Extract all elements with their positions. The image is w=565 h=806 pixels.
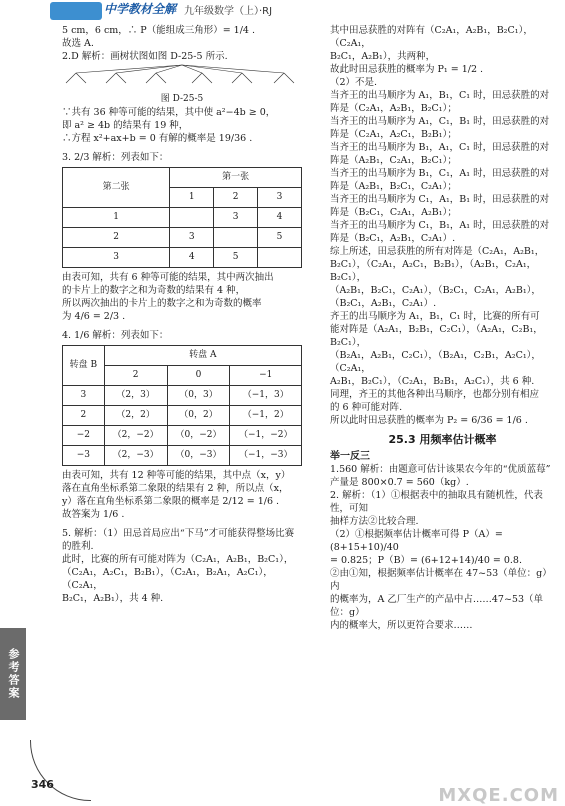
text-line: 此时，比赛的所有可能对阵为（C₂A₁，A₂B₁，B₂C₁）， <box>62 554 294 565</box>
table-col-header: 2 <box>104 366 167 386</box>
answer-section-tab: 参考答案 <box>0 628 26 720</box>
watermark: MXQE.COM <box>438 785 559 806</box>
text-line: B₂C₁，A₂B₁），共两种， <box>330 51 436 62</box>
table-cell: （0，3） <box>167 386 230 406</box>
text-line: 所以两次抽出的卡片上的数字之和为奇数的概率 <box>62 298 262 309</box>
table-cell: （−1，2） <box>230 406 302 426</box>
text-line: 1.560 解析：由题意可估计该果农今年的“优质蓝莓” <box>330 464 551 475</box>
table-cell: 4 <box>170 248 214 268</box>
table-row <box>63 406 302 426</box>
table-row <box>63 208 302 228</box>
table-cell: −3 <box>63 446 105 466</box>
q2-head: 2.D 解析：画树状图如图 D-25-5 所示. <box>62 51 228 62</box>
text-line: 的 6 种可能对阵. <box>330 402 403 413</box>
text-line: 阵是（B₂C₁，C₂A₁，A₂B₁）； <box>330 207 457 218</box>
tree-diagram <box>62 63 302 89</box>
text-line: 由表可知，共有 12 种等可能的结果，其中点（x，y） <box>62 470 291 481</box>
text-line: y）落在直角坐标系第二象限的概率是 2/12 = 1/6 . <box>62 496 280 507</box>
left-column <box>62 24 302 605</box>
table-cell: 2 <box>63 228 170 248</box>
table-cell <box>258 248 302 268</box>
table-cell: 3 <box>170 228 214 248</box>
table-cell: （0，−2） <box>167 426 230 446</box>
section-title: 25.3 用频率估计概率 <box>388 433 497 446</box>
text-line: 阵是（A₂B₁，B₂C₁，C₂A₁）； <box>330 181 457 192</box>
q3-table <box>62 167 302 268</box>
text-line: 故此时田忌获胜的概率为 P₁ = 1/2 . <box>330 64 484 75</box>
table-cell: （0，−3） <box>167 446 230 466</box>
text-line: 当齐王的出马顺序为 C₁，A₁，B₁ 时，田忌获胜的对 <box>330 194 550 205</box>
table-col-header: 0 <box>167 366 230 386</box>
text-line: 落在直角坐标系第二象限的结果有 2 种，所以点（x， <box>62 483 289 494</box>
text-line: 的概率为，A 乙厂生产的产品中占……47~53（单位：g） <box>330 594 544 618</box>
text-line: B₂C₁），（C₂A₁，A₂C₁，B₂B₁），（A₂B₁，C₂A₁，B₂C₁）， <box>330 259 537 283</box>
table-cell <box>170 208 214 228</box>
text-line: 当齐王的出马顺序为 B₁，C₁，A₁ 时，田忌获胜的对 <box>330 168 550 179</box>
text-line: 5 cm，6 cm，∴ P（能组成三角形）= 1/4 . <box>62 25 256 36</box>
book-title: 中学教材全解 <box>104 2 177 16</box>
table-row <box>63 386 302 406</box>
table-row <box>63 248 302 268</box>
text-line: ∴方程 x²+ax+b = 0 有解的概率是 19/36 . <box>62 133 253 144</box>
table-cell: 3 <box>63 386 105 406</box>
table-cell: 1 <box>63 208 170 228</box>
text-line: 能对阵是（A₂A₁，B₂B₁，C₂C₁），（A₂A₁，C₂B₁，B₂C₁）， <box>330 324 543 348</box>
text-line: 阵是（A₂B₁，C₂A₁，B₂C₁）； <box>330 155 457 166</box>
text-line: ②由①知，根据频率估计概率在 47~53（单位：g）内 <box>330 568 552 592</box>
table-cell: （2，2） <box>104 406 167 426</box>
text-line: 抽样方法②比较合理. <box>330 516 419 527</box>
table-cell: （−1，−3） <box>230 446 302 466</box>
text-line: 内的概率大，所以更符合要求…… <box>330 620 473 631</box>
table-cell: 3 <box>63 248 170 268</box>
text-line: 的卡片上的数字之和为奇数的结果有 4 种， <box>62 285 246 296</box>
text-line: （C₂A₁，A₂C₁，B₂B₁），（C₂A₁，B₂A₁，A₂C₁），（C₂A₁， <box>62 567 273 591</box>
table-top-header: 第一张 <box>170 168 302 188</box>
table-cell: 3 <box>214 208 258 228</box>
table-col-header: 2 <box>214 188 258 208</box>
q3-head: 3. 2/3 解析：列表如下： <box>62 152 169 163</box>
table-cell: 4 <box>258 208 302 228</box>
text-line: 当齐王的出马顺序为 C₁，B₁，A₁ 时，田忌获胜的对 <box>330 220 550 231</box>
text-line: A₂B₁，B₂C₁），（C₂A₁，B₂B₁，A₂C₁），共 6 种. <box>330 376 535 387</box>
q4-table <box>62 345 302 466</box>
table-row <box>63 228 302 248</box>
table-cell <box>214 228 258 248</box>
table-cell: −2 <box>63 426 105 446</box>
text-line: 故选 A. <box>62 38 94 49</box>
page-number: 346 <box>31 778 54 791</box>
text-line: 即 a² ≥ 4b 的结果有 19 种， <box>62 120 189 131</box>
book-subtitle: 九年级数学（上）·RJ <box>184 6 273 17</box>
table-cell: （−1，−2） <box>230 426 302 446</box>
text-line: 当齐王的出马顺序为 A₁，C₁，B₁ 时，田忌获胜的对 <box>330 116 550 127</box>
text-line: 故答案为 1/6 . <box>62 509 125 520</box>
page-header <box>0 0 565 22</box>
text-line: 由表可知，共有 6 种等可能的结果，其中两次抽出 <box>62 272 274 283</box>
sub-title: 举一反三 <box>330 451 370 462</box>
text-line: 产量是 800×0.7 = 560（kg）. <box>330 477 469 488</box>
table-corner: 转盘 B <box>63 346 105 386</box>
text-line: 所以此时田忌获胜的概率为 P₂ = 6/36 = 1/6 . <box>330 415 528 426</box>
text-line: 综上所述，田忌获胜的所有对阵是（C₂A₁，A₂B₁， <box>330 246 545 257</box>
right-column <box>330 24 555 632</box>
text-line: 齐王的出马顺序为 A₁，B₁，C₁ 时，比赛的所有可 <box>330 311 540 322</box>
table-col-header: 3 <box>258 188 302 208</box>
table-cell: 5 <box>258 228 302 248</box>
text-line: 当齐王的出马顺序为 A₁，B₁，C₁ 时，田忌获胜的对 <box>330 90 550 101</box>
text-line: B₂C₁，A₂B₁），共 4 种. <box>62 593 164 604</box>
text-line: 阵是（C₂A₁，A₂C₁，B₂B₁）； <box>330 129 457 140</box>
book-logo-icon <box>50 2 102 20</box>
text-line: 其中田忌获胜的对阵有（C₂A₁，A₂B₁，B₂C₁），（C₂A₁， <box>330 25 533 49</box>
table-col-header: −1 <box>230 366 302 386</box>
figure-caption: 图 D-25-5 <box>160 94 204 104</box>
text-line: （A₂B₁，B₂C₁，C₂A₁），（B₂C₁，C₂A₁，A₂B₁），（B₂C₁，A₂B₁，C₂A₁）. <box>330 285 541 309</box>
page-corner-decoration <box>30 740 91 801</box>
table-cell: （2，−3） <box>104 446 167 466</box>
table-top-header: 转盘 A <box>104 346 301 366</box>
table-cell: 2 <box>63 406 105 426</box>
text-line: 同理，齐王的其他各种出马顺序，也都分别有相应 <box>330 389 540 400</box>
text-line: 当齐王的出马顺序为 B₁，A₁，C₁ 时，田忌获胜的对 <box>330 142 550 153</box>
table-cell: （−1，3） <box>230 386 302 406</box>
text-line: 2. 解析：（1）①根据表中的抽取具有随机性，代表性，可知 <box>330 490 543 514</box>
text-line: （B₂A₁，A₂B₁，C₂C₁），（B₂A₁，C₂B₁，A₂C₁），（C₂A₁， <box>330 350 541 374</box>
table-row <box>63 446 302 466</box>
text-line: （2）①根据频率估计概率可得 P（A）= (8+15+10)/40 <box>330 529 503 553</box>
table-cell: （2，3） <box>104 386 167 406</box>
text-line: 为 4/6 = 2/3 . <box>62 311 126 322</box>
table-cell: （2，−2） <box>104 426 167 446</box>
table-corner: 第二张 <box>63 168 170 208</box>
text-line: ∵共有 36 种等可能的结果，其中使 a²−4b ≥ 0， <box>62 107 276 118</box>
table-row <box>63 426 302 446</box>
table-cell: （0，2） <box>167 406 230 426</box>
text-line: （2）不是. <box>330 77 378 88</box>
table-col-header: 1 <box>170 188 214 208</box>
table-cell: 5 <box>214 248 258 268</box>
text-line: 5. 解析：（1）田忌首局应出“下马”才可能获得整场比赛 <box>62 528 295 539</box>
text-line: 的胜利. <box>62 541 94 552</box>
text-line: 阵是（B₂C₁，A₂B₁，C₂A₁）. <box>330 233 456 244</box>
text-line: = 0.825；P（B）= (6+12+14)/40 = 0.8. <box>330 555 522 566</box>
text-line: 阵是（C₂A₁，A₂B₁，B₂C₁）； <box>330 103 457 114</box>
q4-head: 4. 1/6 解析：列表如下： <box>62 330 169 341</box>
